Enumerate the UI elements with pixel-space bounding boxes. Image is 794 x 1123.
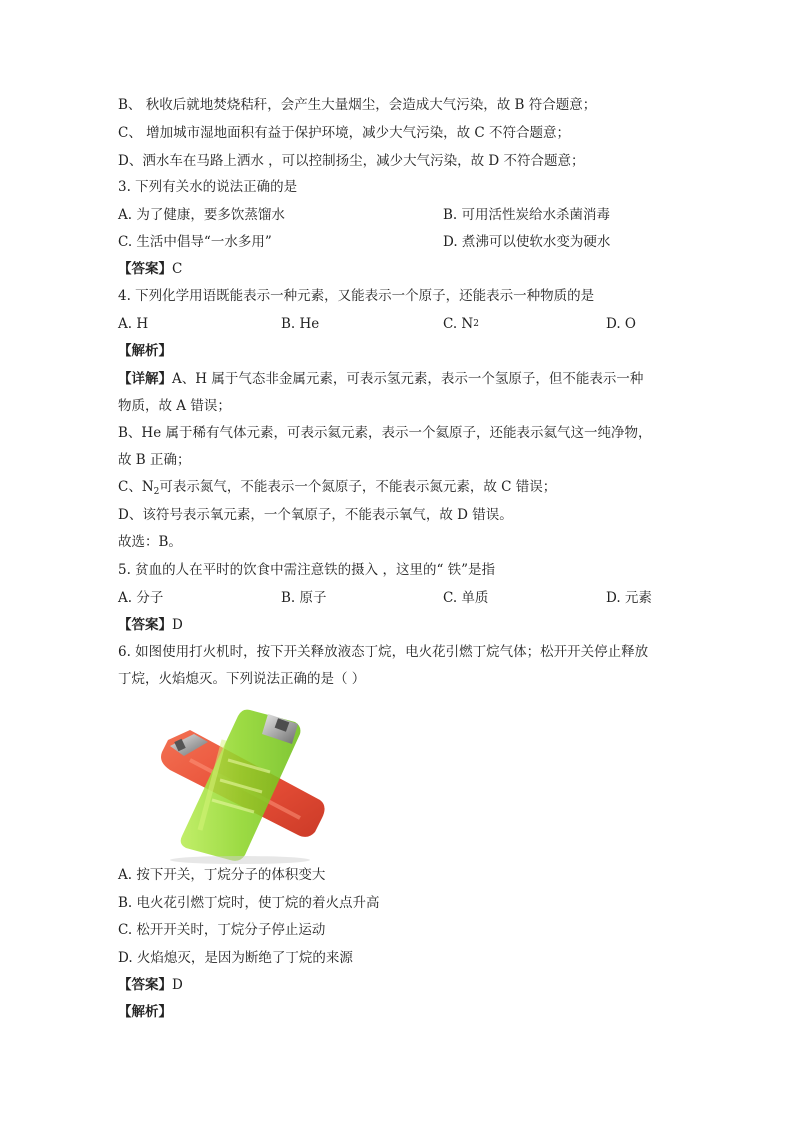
question-4-detail-line-4: 故 B 正确； [118,452,191,468]
q5-option-b: B. 原子 [281,590,327,606]
answer-tag: 【答案】 [118,617,172,633]
answer-value: C [172,261,183,277]
question-3-stem: 3. 下列有关水的说法正确的是 [118,179,298,195]
q4-option-c-subscript: 2 [473,319,479,329]
q5-option-d: D. 元素 [606,590,652,606]
analysis-line-c: C、 增加城市湿地面积有益于保护环境，减少大气污染，故 C 不符合题意； [118,125,571,141]
question-3-options-row-1 [118,206,678,224]
question-4-detail-line-d: D、该符号表示氧元素，一个氧原子，不能表示氧气，故 D 错误。 [118,507,513,523]
c-line-rest: 可表示氮气，不能表示一个氮原子，不能表示氮元素，故 C 错误； [159,479,557,495]
q5-option-a: A. 分子 [118,590,164,606]
answer-tag: 【答案】 [118,261,172,277]
c-line-prefix: C、N [118,479,154,495]
question-4-conclusion: 故选：B。 [118,534,182,550]
q3-option-a: A. 为了健康，要多饮蒸馏水 [118,207,285,223]
q3-option-b: B. 可用活性炭给水杀菌消毒 [443,207,611,223]
q6-option-a: A. 按下开关，丁烷分子的体积变大 [118,867,326,883]
question-6-stem-line-1: 6. 如图使用打火机时，按下开关释放液态丁烷，电火花引燃丁烷气体；松开开关停止释放 [118,644,649,660]
question-3-options-row-2 [118,233,678,251]
question-5-options [118,589,678,607]
analysis-line-b: B、 秋收后就地焚烧秸秆，会产生大量烟尘，会造成大气污染，故 B 符合题意； [118,97,597,113]
q4-option-c-text: C. N [443,316,474,332]
q4-option-d: D. O [606,316,636,332]
question-4-detail-line-c [118,478,556,498]
question-5-stem: 5. 贫血的人在平时的饮食中需注意铁的摄入 ，这里的“ 铁”是指 [118,562,496,578]
q6-option-b: B. 电火花引燃丁烷时，使丁烷的着火点升高 [118,895,380,911]
lighters-figure [150,700,330,865]
question-4-stem: 4. 下列化学用语既能表示一种元素，又能表示一个原子，还能表示一种物质的是 [118,288,595,304]
question-4-options [118,315,678,333]
analysis-tag: 【解析】 [118,343,172,359]
question-4-detail-line-2: 物质，故 A 错误； [118,398,231,414]
q6-option-d: D. 火焰熄灭，是因为断绝了丁烷的来源 [118,950,353,966]
question-4-detail-line-3: B、He 属于稀有气体元素，可表示氦元素，表示一个氦原子，还能表示氦气这一纯净物， [118,425,652,441]
question-6-stem-line-2: 丁烷，火焰熄灭。下列说法正确的是（ ） [118,671,366,687]
q3-option-d: D. 煮沸可以使软水变为硬水 [443,234,611,250]
analysis-tag: 【解析】 [118,1004,172,1020]
q6-option-c: C. 松开开关时，丁烷分子停止运动 [118,922,326,938]
q4-option-a: A. H [118,316,149,332]
c-line-subscript: 2 [153,487,160,497]
answer-tag: 【答案】 [118,977,172,993]
q5-option-c: C. 单质 [443,590,489,606]
analysis-line-d: D、洒水车在马路上洒水 ，可以控制扬尘，减少大气污染，故 D 不符合题意； [118,153,585,169]
question-4-analysis-tag [118,342,172,360]
figure-shadow [170,856,310,864]
question-4-detail-line-1 [118,370,643,388]
question-6-analysis-tag [118,1003,172,1021]
question-6-answer [118,976,183,994]
q4-option-b: B. He [281,316,320,332]
answer-value: D [172,977,183,993]
detail-tag: 【详解】 [118,371,172,387]
detail-text: A、H 属于气态非金属元素，可表示氢元素，表示一个氢原子，但不能表示一种 [172,371,644,387]
q3-option-c: C. 生活中倡导“一水多用” [118,234,272,250]
answer-value: D [172,617,183,633]
question-5-answer [118,616,183,634]
q4-option-c [443,315,479,333]
question-3-answer [118,260,182,278]
